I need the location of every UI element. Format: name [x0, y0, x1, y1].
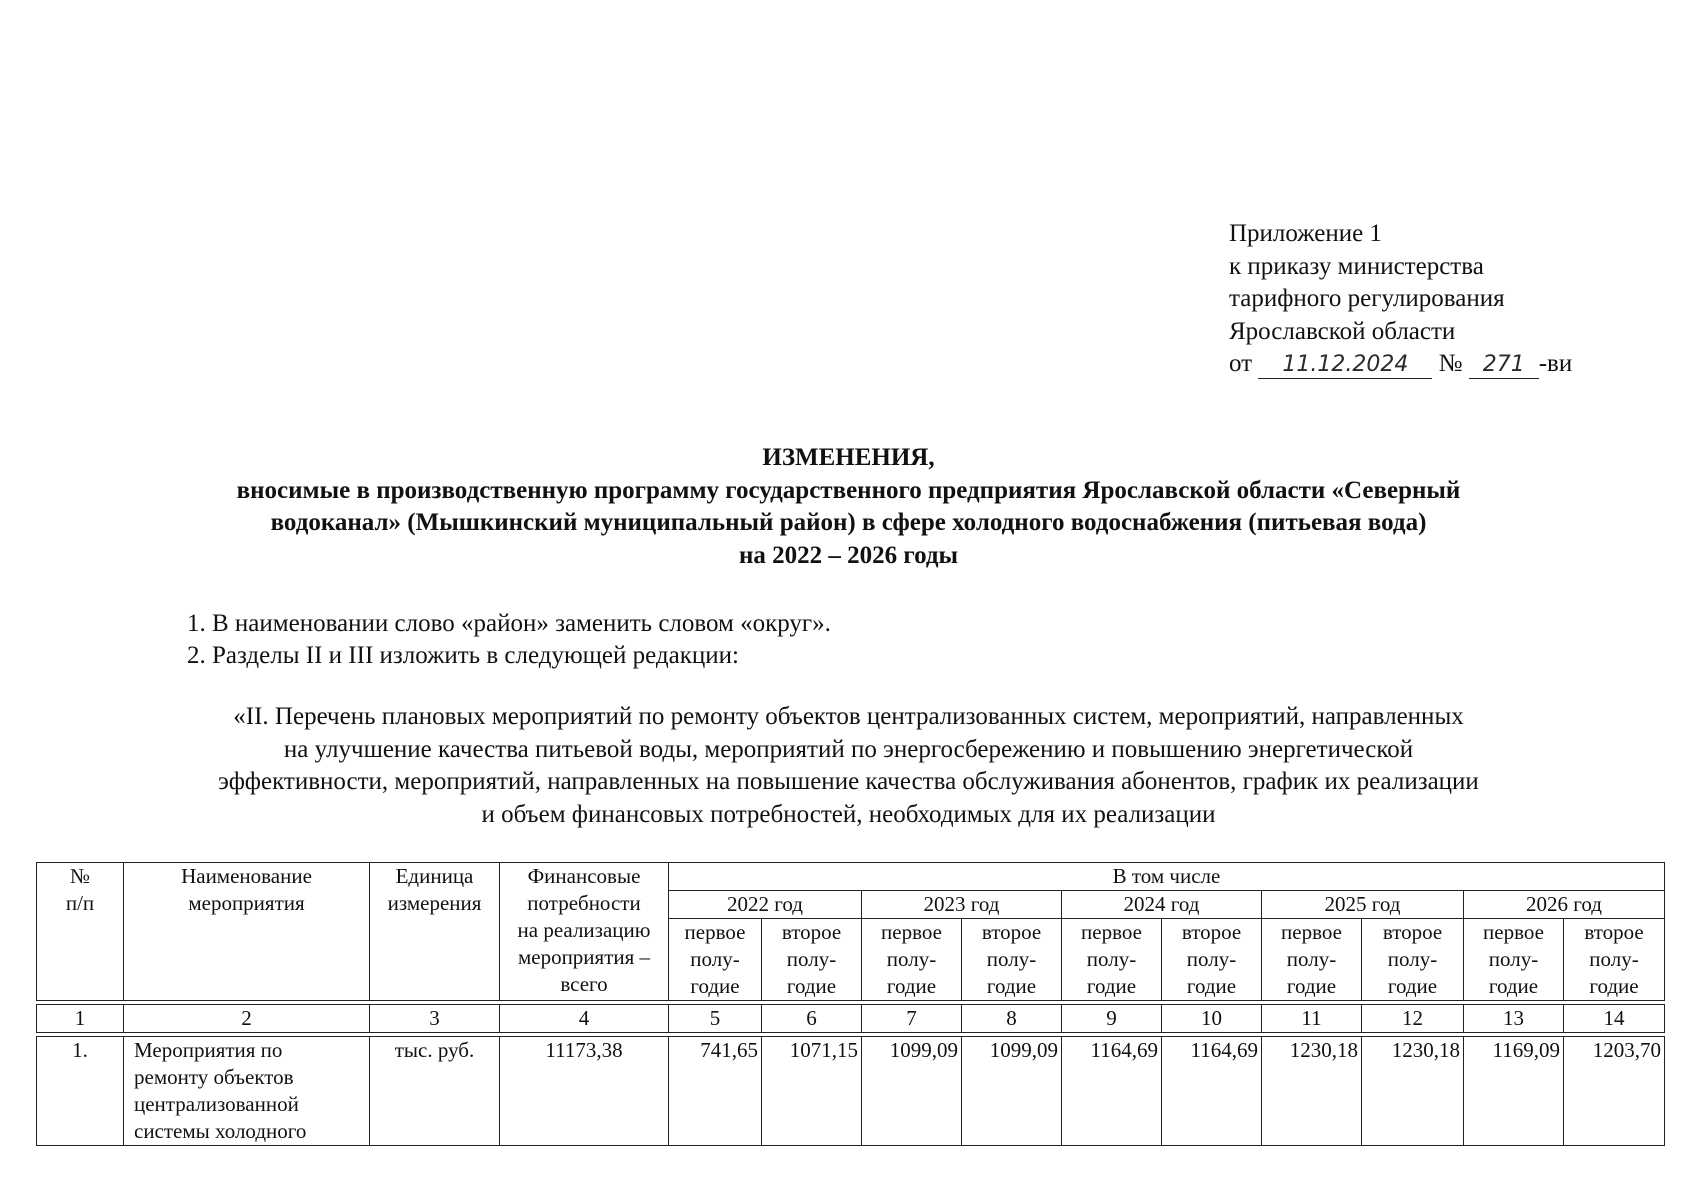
column-number: 7: [862, 1005, 962, 1033]
section-line-3: эффективности, мероприятий, направленных на повышение качества обслуживания абонентов, график их реализации: [218, 768, 1479, 795]
handwritten-date: 11.12.2024: [1258, 352, 1432, 379]
header-year-2024: 2024 год: [1062, 891, 1262, 919]
appendix-title: Приложение 1: [1229, 220, 1382, 247]
column-number: 11: [1262, 1005, 1362, 1033]
header-half-2: второе полу- годие: [762, 919, 862, 1001]
title-line-1: вносимые в производственную программу государственного предприятия Ярославской области «Северный: [236, 476, 1461, 504]
header-half-1: первое полу- годие: [862, 919, 962, 1001]
header-half-2: второе полу- годие: [1564, 919, 1665, 1001]
column-number: 10: [1162, 1005, 1262, 1033]
column-number: 8: [962, 1005, 1062, 1033]
row-value-2024-h1: 1164,69: [1062, 1037, 1162, 1146]
number-sign: №: [1438, 350, 1463, 377]
header-unit: Единица измерения: [370, 863, 500, 1001]
column-number: 14: [1564, 1005, 1665, 1033]
table-row: [37, 1037, 1665, 1146]
date-prefix: от: [1229, 350, 1253, 377]
header-year-2026: 2026 год: [1464, 891, 1665, 919]
title-heading: ИЗМЕНЕНИЯ,: [762, 444, 935, 471]
section-line-1: «II. Перечень плановых мероприятий по ремонту объектов централизованных систем, мероприятий, направленных: [233, 703, 1464, 730]
appendix-region: Ярославской области: [1229, 317, 1456, 345]
header-year-2023: 2023 год: [862, 891, 1062, 919]
section-line-4: и объем финансовых потребностей, необходимых для их реализации: [481, 800, 1216, 828]
header-num: № п/п: [37, 863, 124, 1001]
header-half-1: первое полу- годие: [1464, 919, 1564, 1001]
row-name: Мероприятия по ремонту объектов централизованной системы холодного: [124, 1037, 370, 1146]
header-half-2: второе полу- годие: [1162, 919, 1262, 1001]
program-table: [36, 862, 1665, 1146]
appendix-date-line: [1229, 348, 1572, 381]
appendix-block: [1229, 218, 1572, 381]
column-number: 4: [500, 1005, 669, 1033]
number-suffix: -ви: [1538, 350, 1573, 377]
appendix-ministry: тарифного регулирования: [1229, 285, 1505, 312]
change-item-2: 2. Разделы II и III изложить в следующей редакции:: [187, 642, 739, 669]
header-including: В том числе: [669, 863, 1665, 891]
row-value-2026-h1: 1169,09: [1464, 1037, 1564, 1146]
header-half-1: первое полу- годие: [669, 919, 762, 1001]
column-number: 1: [37, 1005, 124, 1033]
header-half-2: второе полу- годие: [1362, 919, 1464, 1001]
section-heading: [0, 701, 1697, 831]
row-value-2023-h2: 1099,09: [962, 1037, 1062, 1146]
document-title: [0, 442, 1697, 572]
row-num: 1.: [37, 1037, 124, 1146]
column-number: 9: [1062, 1005, 1162, 1033]
row-value-2024-h2: 1164,69: [1162, 1037, 1262, 1146]
title-line-3: на 2022 – 2026 годы: [738, 541, 959, 569]
row-value-2026-h2: 1203,70: [1564, 1037, 1665, 1146]
column-number: 3: [370, 1005, 500, 1033]
column-number: 12: [1362, 1005, 1464, 1033]
row-total: 11173,38: [500, 1037, 669, 1146]
header-half-1: первое полу- годие: [1062, 919, 1162, 1001]
column-number: 6: [762, 1005, 862, 1033]
column-number: 5: [669, 1005, 762, 1033]
change-item-1: 1. В наименовании слово «район» заменить словом «округ».: [187, 610, 831, 637]
row-value-2022-h2: 1071,15: [762, 1037, 862, 1146]
change-items: [187, 608, 831, 672]
row-value-2025-h2: 1230,18: [1362, 1037, 1464, 1146]
column-number: 13: [1464, 1005, 1564, 1033]
header-year-2022: 2022 год: [669, 891, 862, 919]
header-year-2025: 2025 год: [1262, 891, 1464, 919]
header-half-2: второе полу- годие: [962, 919, 1062, 1001]
row-value-2022-h1: 741,65: [669, 1037, 762, 1146]
section-line-2: на улучшение качества питьевой воды, мероприятий по энергосбережению и повышению энергетической: [283, 735, 1414, 763]
header-name: Наименование мероприятия: [124, 863, 370, 1001]
column-number-row: [37, 1005, 1665, 1033]
column-number: 2: [124, 1005, 370, 1033]
appendix-order-ref: к приказу министерства: [1229, 252, 1484, 280]
row-value-2025-h1: 1230,18: [1262, 1037, 1362, 1146]
row-value-2023-h1: 1099,09: [862, 1037, 962, 1146]
handwritten-number: 271: [1469, 352, 1539, 379]
title-line-2: водоканал» (Мышкинский муниципальный район) в сфере холодного водоснабжения (питьевая вода): [270, 509, 1427, 536]
header-finance: Финансовые потребности на реализацию мероприятия – всего: [500, 863, 669, 1001]
row-unit: тыс. руб.: [370, 1037, 500, 1146]
header-half-1: первое полу- годие: [1262, 919, 1362, 1001]
